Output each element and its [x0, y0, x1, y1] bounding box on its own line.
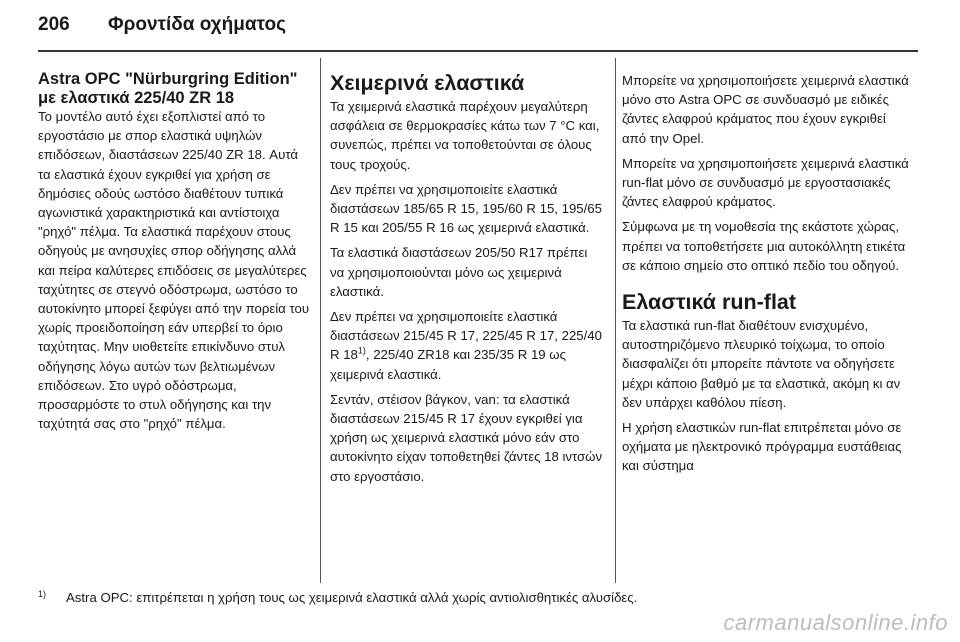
paragraph-runflat-2: Η χρήση ελαστικών run-flat επιτρέπεται μόνο σε οχήματα με ηλεκτρονικό πρόγραμμα ευστάθειας και σύστημα: [622, 420, 902, 474]
paragraph-winter-4-end: , 225/40 ZR18 και 235/35 R 19 ως χειμερινά ελαστικά.: [330, 347, 566, 382]
paragraph-winter-4-start: Δεν πρέπει να χρησιμοποιείτε ελαστικά διαστάσεων 215/45 R 17, 225/45 R 17, 225/40 R 18: [330, 309, 602, 363]
watermark: carmanualsonline.info: [723, 610, 948, 635]
paragraph-runflat-winter: Μπορείτε να χρησιμοποιήσετε χειμερινά ελαστικά run-flat μόνο σε συνδυασμό με εργοστασιακές ζάντες ελαφρού κράματος.: [622, 155, 909, 210]
footnote-reference[interactable]: 1): [357, 346, 366, 357]
column-divider-1: [320, 58, 321, 583]
column-3: [622, 58, 912, 568]
footnote-text: Astra OPC: επιτρέπεται η χρήση τους ως χειμερινά ελαστικά αλλά χωρίς αντιολισθητικές αλυσίδες.: [66, 590, 638, 605]
page-number: 206: [38, 14, 70, 35]
paragraph-winter-4: [330, 307, 605, 384]
paragraph-sticker: Σύμφωνα με τη νομοθεσία της εκάστοτε χώρας, πρέπει να τοποθετήσετε μια αυτοκόλλητη ετικέτα σε κάποιο σημείο στο οπτικό πεδίο του οδηγού.: [622, 219, 906, 273]
column-divider-2: [615, 58, 616, 583]
paragraph-winter-3: Τα ελαστικά διαστάσεων 205/50 R17 πρέπει να χρησιμοποιούνται μόνο ως χειμερινά ελαστικά.: [330, 245, 588, 299]
paragraph-winter-1: Τα χειμερινά ελαστικά παρέχουν μεγαλύτερη ασφάλεια σε θερμοκρασίες κάτω των 7 °C και, συνεπώς, πρέπει να τοποθετούνται σε όλους τους τροχούς.: [330, 99, 600, 172]
column-1: [38, 58, 310, 568]
paragraph-opc-winter: Μπορείτε να χρησιμοποιήσετε χειμερινά ελαστικά μόνο στο Astra OPC σε συνδυασμό με ειδικές ζάντες ελαφρού κράματος που έχουν εγκριθεί από την Opel.: [622, 73, 909, 146]
section-heading-winter-tyres: Χειμερινά ελαστικά: [330, 71, 525, 95]
column-2: [330, 58, 605, 568]
header-divider: [38, 50, 918, 52]
page-title: Φροντίδα οχήματος: [108, 14, 286, 35]
paragraph-runflat-1: Τα ελαστικά run-flat διαθέτουν ενισχυμένο, αυτοστηριζόμενο πλευρικό τοίχωμα, το οποίο διασφαλίζει ότι μπορείτε πάντοτε να οδηγήσετε μέχρι κάποιο βαθμό με τα ελαστικά, ακόμη κι αν δεν υπάρχει καθόλου πίεση.: [622, 318, 901, 410]
page-header: [38, 12, 918, 52]
paragraph-winter-5: Σεντάν, στέισον βάγκον, van: τα ελαστικά διαστάσεων 215/45 R 17 έχουν εγκριθεί για χρήση ως χειμερινά ελαστικά μόνο εάν στο αυτοκίνητο είχαν τοποθετηθεί ζάντες 18 ιντσών στο εργοστάσιο.: [330, 391, 603, 484]
paragraph-nurburgring: Το μοντέλο αυτό έχει εξοπλιστεί από το εργοστάσιο με σπορ ελαστικά υψηλών επιδόσεων, διαστάσεων 225/40 ZR 18. Αυτά τα ελαστικά έχουν εγκριθεί για χρήση σε δημόσιες οδούς ωστόσο διαθέτουν τυπικά αγωνιστικά χαρακτηριστικά και αντίστοιχα "ρηχό" πέλμα. Τα ελαστικά παρέχουν στους οδηγούς με ανησυχίες σπορ οδήγησης αλλά και πείρα καλύτερες επιδόσεις σε μεγαλύτερες ταχύτητες σε στεγνό οδόστρωμα, ωστόσο το αυτοκίνητο μπορεί ξεφύγει από την πορεία του χωρίς προειδοποίηση εάν υπερβεί το όριο ταχύτητας. Μην υιοθετείτε επικίνδυνο στυλ οδήγησης λόγω αυτών των βελτιωμένων επιδόσεων. Στο υγρό οδόστρωμα, προσαρμόστε το στυλ οδήγησης και την ταχύτητά σας στο "ρηχό" πέλμα.: [38, 109, 310, 432]
section-heading-run-flat: Ελαστικά run-flat: [622, 290, 797, 315]
footnote-marker: 1): [38, 589, 47, 599]
paragraph-winter-2: Δεν πρέπει να χρησιμοποιείτε ελαστικά διαστάσεων 185/65 R 15, 195/60 R 15, 195/65 R 15 και 205/55 R 16 ως χειμερινά ελαστικά.: [330, 181, 602, 236]
section-heading-nurburgring: Astra OPC "Nürburgring Edition" με ελαστικά 225/40 ZR 18: [38, 70, 298, 107]
